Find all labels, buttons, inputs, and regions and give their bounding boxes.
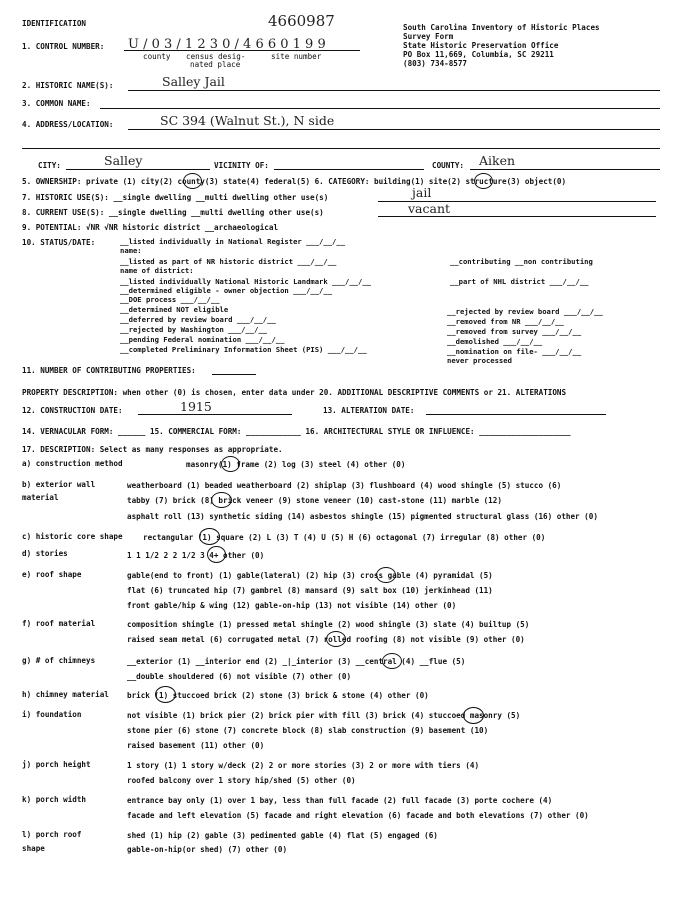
office-line-4: PO Box 11,669, Columbia, SC 29211 [403,50,554,59]
status-right-top-2: __part of NHL district ___/__/__ [450,277,589,286]
address-line [128,129,660,130]
circle-2-stories [207,546,226,563]
address-line-2 [22,148,660,149]
desc-j-label: j) porch height [22,760,91,769]
potential-row: 9. POTENTIAL: √NR √NR historic district __archaeological [22,223,279,232]
desc-b-label: b) exterior wall [22,480,96,489]
address-label: 4. ADDRESS/LOCATION: [22,120,114,129]
desc-l-line-1: shed (1) hip (2) gable (3) pedimented gable (4) flat (5) engaged (6) [127,831,438,840]
circle-corrugated-metal [326,631,346,647]
desc-l-line-2: gable-on-hip(or shed) (7) other (0) [127,845,288,854]
office-line-2: Survey Form [403,32,454,41]
desc-j-line-1: 1 story (1) 1 story w/deck (2) 2 or more stories (3) 2 or more with tiers (4) [127,761,480,770]
county-line [470,169,660,170]
status-left-12: __completed Preliminary Information Sheet (PIS) ___/__/__ [120,345,367,354]
historic-use-row: 7. HISTORIC USE(S): __single dwelling __multi dwelling other use(s) [22,193,329,202]
desc-f-line-2: raised seam metal (6) corrugated metal (7) rolled roofing (8) not visible (9) other (0) [127,635,525,644]
circle-building [474,173,493,189]
desc-b-line-2: tabby (7) brick (8) brick veneer (9) stone veneer (10) cast-stone (11) marble (12) [127,496,502,505]
desc-k-line-1: entrance bay only (1) over 1 bay, less than full facade (2) full facade (3) porte cochere (4) [127,796,553,805]
status-date-label: 10. STATUS/DATE: [22,238,96,247]
desc-g-label: g) # of chimneys [22,656,96,665]
circle-masonry [221,456,240,472]
status-right-1: __rejected by review board ___/__/__ [447,307,603,316]
desc-f-label: f) roof material [22,619,96,628]
construction-date-label: 12. CONSTRUCTION DATE: [22,406,123,415]
desc-k-label: k) porch width [22,795,87,804]
status-right-3: __removed from survey ___/__/__ [447,327,582,336]
status-right-top-1: __contributing __non contributing [450,257,593,266]
desc-e-label: e) roof shape [22,570,82,579]
status-left-3: __listed as part of NR historic district ___/__/__ [120,257,337,266]
status-left-2: name: [120,246,142,255]
desc-d-line-1: 1 1 1/2 2 2 1/2 3 4+ other (0) [127,551,265,560]
county-value: Aiken [479,153,516,168]
construction-date-value: 1915 [180,399,212,414]
city-value: Salley [104,153,143,168]
circle-interior [382,653,402,669]
vicinity-line [274,169,424,170]
status-left-10: __rejected by Washington ___/__/__ [120,325,268,334]
desc-b-line-3: asphalt roll (13) synthetic siding (14) asbestos shingle (15) pigmented structural glass (16) other (0) [127,512,598,521]
desc-g-line-2: __double shouldered (6) not visible (7) other (0) [127,672,352,681]
county-label: COUNTY: [432,161,465,170]
desc-i-label: i) foundation [22,710,82,719]
desc-l-label: l) porch roof [22,830,82,839]
circle-rectangular [199,528,220,545]
office-line-5: (803) 734-8577 [403,59,468,68]
property-description-row: PROPERTY DESCRIPTION: when other (0) is chosen, enter data under 20. ADDITIONAL DESCRIPTIVE COMMENTS or 21. ALTERATIONS [22,388,567,397]
historic-name-label: 2. HISTORIC NAME(S): [22,81,114,90]
desc-b-line-1: weatherboard (1) beaded weatherboard (2) shiplap (3) flushboard (4) wood shingle (5) stucco (6) [127,481,562,490]
status-right-6: never processed [447,356,512,365]
office-line-1: South Carolina Inventory of Historic Places [403,23,600,32]
desc-c-label: c) historic core shape [22,532,123,541]
status-left-6: __determined eligible - owner objection ___/__/__ [120,286,333,295]
desc-e-line-2: flat (6) truncated hip (7) gambrel (8) mansard (9) salt box (10) jerkinhead (11) [127,586,493,595]
alteration-date-line [426,414,606,415]
common-name-label: 3. COMMON NAME: [22,99,91,108]
contributing-props-label: 11. NUMBER OF CONTRIBUTING PROPERTIES: [22,366,196,375]
circle-hip [376,567,396,583]
current-use-line [378,216,656,217]
status-left-4: name of district: [120,266,194,275]
historic-name-line [128,90,660,91]
contributing-props-line [212,374,256,375]
city-label: CITY: [38,161,61,170]
control-number-label: 1. CONTROL NUMBER: [22,42,105,51]
alteration-date-label: 13. ALTERATION DATE: [323,406,415,415]
status-left-8: __determined NOT eligible [120,305,229,314]
sub-census: census desig- [186,52,246,61]
desc-l-label-2: shape [22,844,45,853]
desc-b-label-2: material [22,493,59,502]
construction-date-line [138,414,292,415]
desc-d-label: d) stories [22,549,68,558]
status-left-11: __pending Federal nomination ___/__/__ [120,335,285,344]
current-use-row: 8. CURRENT USE(S): __single dwelling __multi dwelling other use(s) [22,208,324,217]
circle-brick-foundation [463,707,484,724]
control-underline [124,50,360,51]
desc-h-line-1: brick (1) stuccoed brick (2) stone (3) brick & stone (4) other (0) [127,691,429,700]
desc-h-label: h) chimney material [22,690,109,699]
circle-brick-chimney [155,686,176,703]
desc-e-line-3: front gable/hip & wing (12) gable-on-hip (13) not visible (14) other (0) [127,601,457,610]
vicinity-label: VICINITY OF: [214,161,269,170]
circle-city [183,173,202,189]
status-left-1: __listed individually in National Register ___/__/__ [120,237,346,246]
circle-brick-wall [211,492,232,508]
desc-i-line-1: not visible (1) brick pier (2) brick pier with fill (3) brick (4) stuccoed masonry (5) [127,711,521,720]
historic-name-value: Salley Jail [162,74,225,89]
status-right-4: __demolished ___/__/__ [447,337,543,346]
current-use-value: vacant [408,201,451,216]
identification-heading: IDENTIFICATION [22,19,87,28]
city-line [66,169,210,170]
address-value: SC 394 (Walnut St.), N side [160,113,335,128]
desc-g-line-1: __exterior (1) __interior end (2) _|_interior (3) __central (4) __flue (5) [127,657,466,666]
description-heading: 17. DESCRIPTION: Select as many responses as appropriate. [22,445,283,454]
common-name-line [100,108,660,109]
ownership-row: 5. OWNERSHIP: private (1) city(2) county(3) state(4) federal(5) 6. CATEGORY: building(1) site(2) structure(3) object(0) [22,177,567,186]
status-left-7: __DOE process ___/__/__ [120,295,220,304]
status-left-5: __listed individually National Historic Landmark ___/__/__ [120,277,371,286]
desc-e-line-1: gable(end to front) (1) gable(lateral) (2) hip (3) cross gable (4) pyramidal (5) [127,571,493,580]
desc-a-label: a) construction method [22,459,123,468]
historic-use-value: jail [412,185,432,200]
status-right-5: __nomination on file- ___/__/__ [447,347,582,356]
handwritten-id: 4660987 [268,12,335,30]
status-right-2: __removed from NR ___/__/__ [447,317,564,326]
sub-site: site number [271,52,322,61]
desc-i-line-2: stone pier (6) stone (7) concrete block (8) slab construction (9) basement (10) [127,726,489,735]
desc-k-line-2: facade and left elevation (5) facade and right elevation (6) facade and both elevations (7) other (0) [127,811,589,820]
desc-j-line-2: roofed balcony over 1 story hip/shed (5) other (0) [127,776,356,785]
desc-a-line-1: masonry(1) frame (2) log (3) steel (4) other (0) [186,460,406,469]
control-number-value: U / 0 3 / 1 2 3 0 / 4 6 6 0 1 9 9 [128,37,326,52]
desc-c-line-1: rectangular (1) square (2) L (3) T (4) U (5) H (6) octagonal (7) irregular (8) other (0) [143,533,546,542]
sub-county: county [143,52,171,61]
sub-census-2: nated place [190,60,241,69]
forms-row: 14. VERNACULAR FORM: ______ 15. COMMERCIAL FORM: ____________ 16. ARCHITECTURAL STYLE OR INFLUENCE: ____________________ [22,427,571,436]
desc-i-line-3: raised basement (11) other (0) [127,741,265,750]
office-line-3: State Historic Preservation Office [403,41,559,50]
status-left-9: __deferred by review board ___/__/__ [120,315,276,324]
desc-f-line-1: composition shingle (1) pressed metal shingle (2) wood shingle (3) slate (4) builtup (5) [127,620,530,629]
